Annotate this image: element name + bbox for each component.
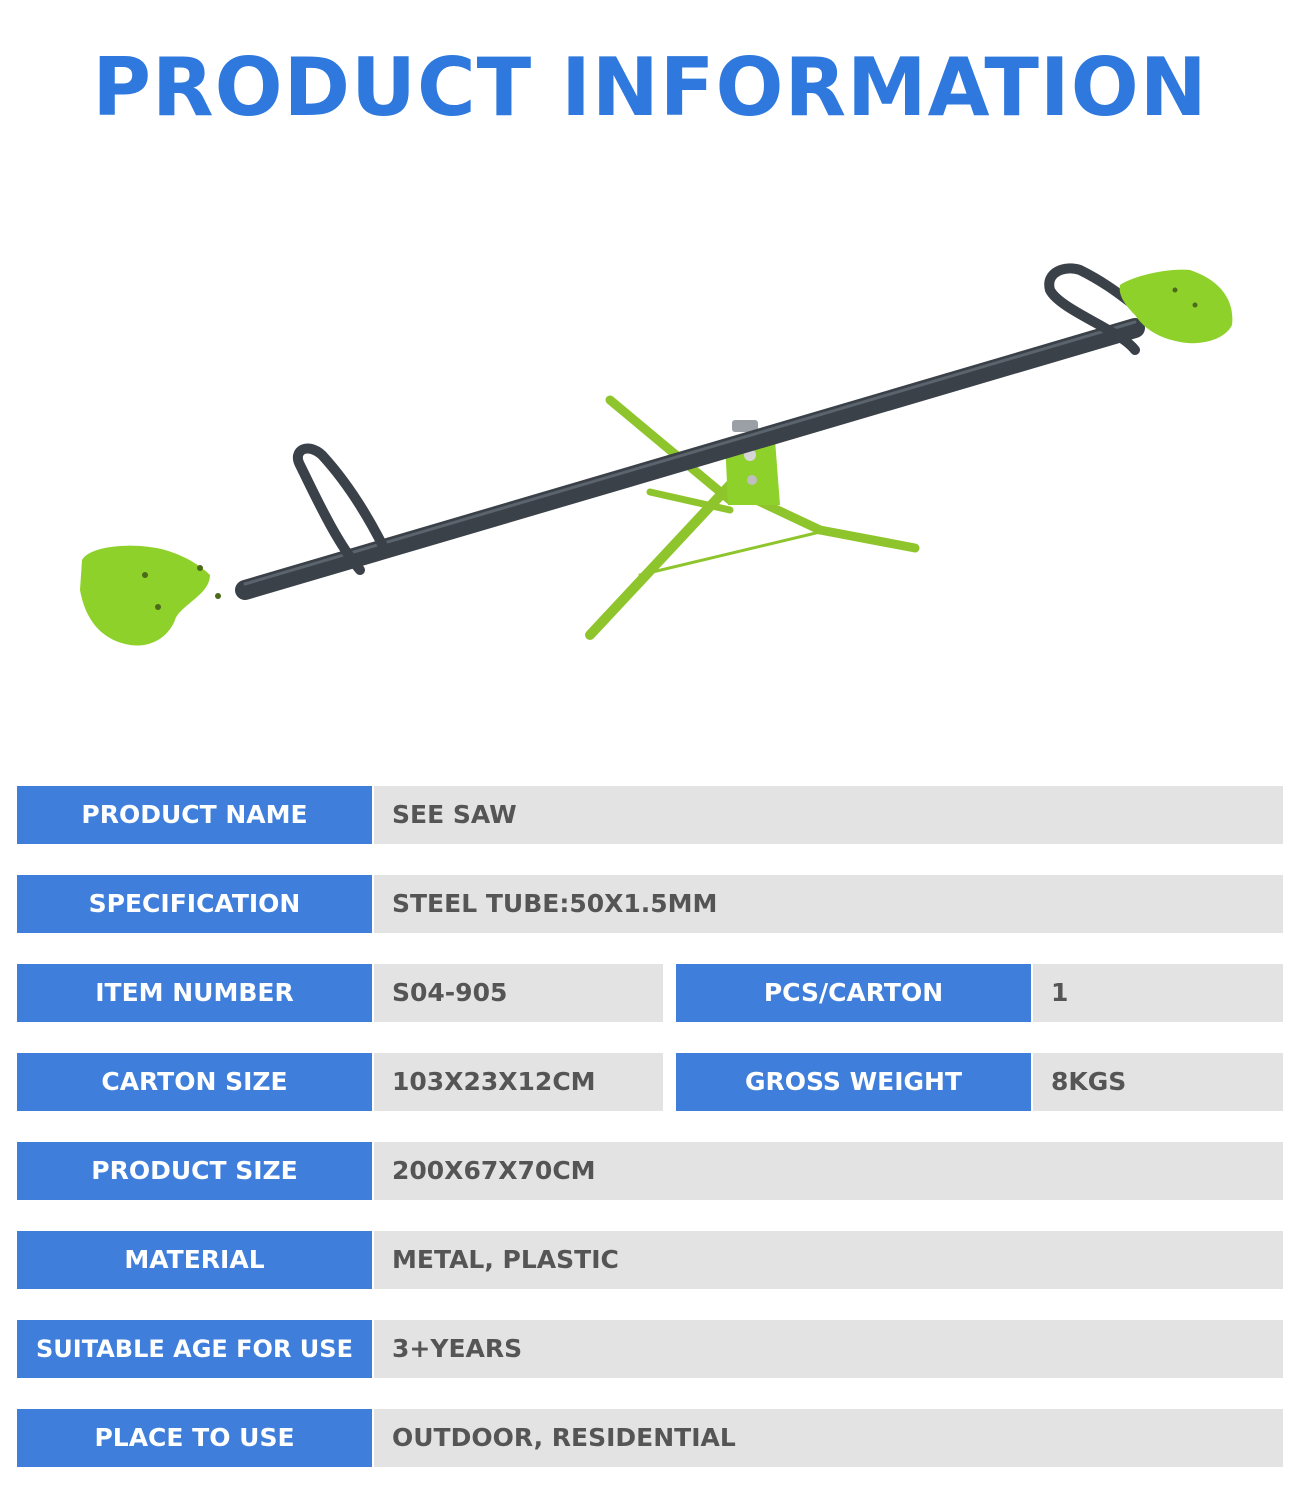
suitable-age-label: SUITABLE AGE FOR USE: [17, 1320, 372, 1378]
item-number-label: ITEM NUMBER: [17, 964, 372, 1022]
spec-row-place-to-use: [17, 1409, 1283, 1467]
material-value: METAL, PLASTIC: [374, 1231, 1283, 1289]
product-size-label: PRODUCT SIZE: [17, 1142, 372, 1200]
material-label: MATERIAL: [17, 1231, 372, 1289]
spec-row-suitable-age: [17, 1320, 1283, 1378]
spec-row-specification: [17, 875, 1283, 933]
place-to-use-label: PLACE TO USE: [17, 1409, 372, 1467]
page-title: PRODUCT INFORMATION: [92, 41, 1208, 134]
pcs-carton-value: 1: [1033, 964, 1283, 1022]
spec-row-carton-size: [17, 1053, 1283, 1111]
see-saw-product-image: [60, 250, 1250, 670]
specification-label: SPECIFICATION: [17, 875, 372, 933]
item-number-value: S04-905: [374, 964, 663, 1022]
product-name-label: PRODUCT NAME: [17, 786, 372, 844]
place-to-use-value: OUTDOOR, RESIDENTIAL: [374, 1409, 1283, 1467]
carton-size-label: CARTON SIZE: [17, 1053, 372, 1111]
spec-row-product-size: [17, 1142, 1283, 1200]
gross-weight-value: 8KGS: [1033, 1053, 1283, 1111]
product-size-value: 200X67X70CM: [374, 1142, 1283, 1200]
specification-value: STEEL TUBE:50X1.5MM: [374, 875, 1283, 933]
gross-weight-label: GROSS WEIGHT: [676, 1053, 1031, 1111]
product-name-value: SEE SAW: [374, 786, 1283, 844]
suitable-age-value: 3+YEARS: [374, 1320, 1283, 1378]
spec-row-material: [17, 1231, 1283, 1289]
carton-size-value: 103X23X12CM: [374, 1053, 663, 1111]
spec-row-product-name: [17, 786, 1283, 844]
pcs-carton-label: PCS/CARTON: [676, 964, 1031, 1022]
spec-row-item-number: [17, 964, 1283, 1022]
